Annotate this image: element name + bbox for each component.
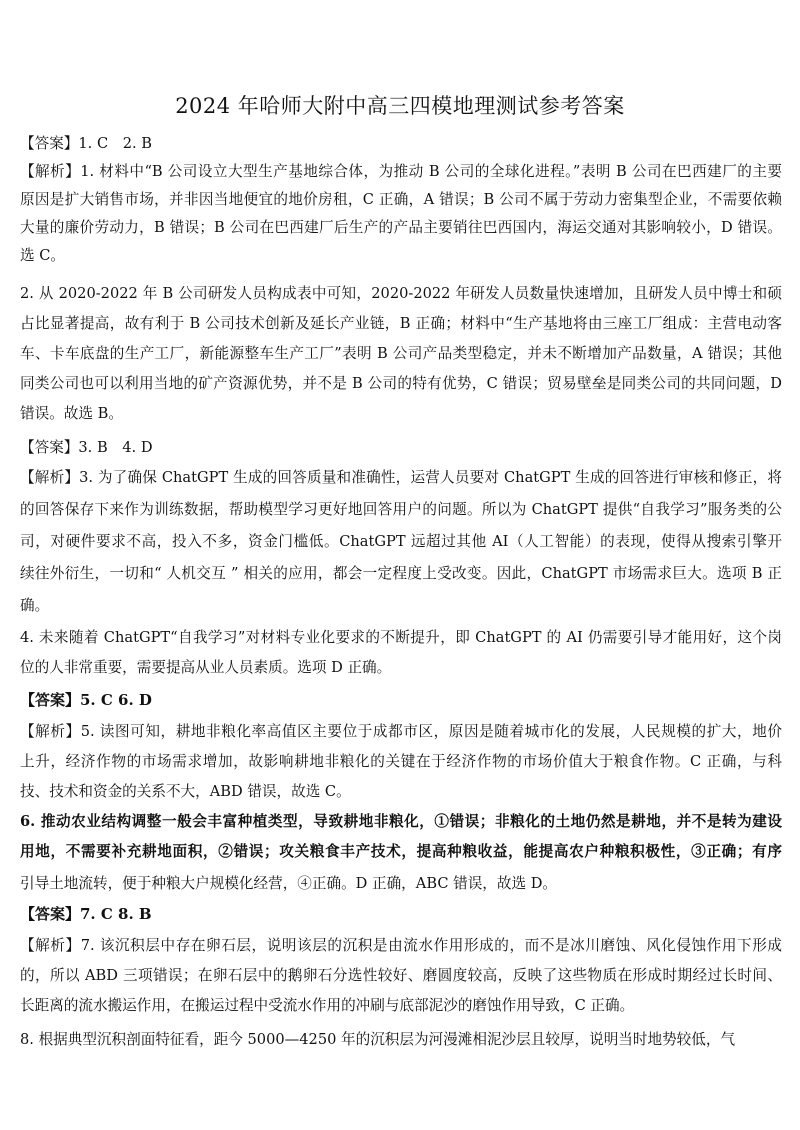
page-title: 2024 年哈师大附中高三四模地理测试参考答案 (175, 94, 625, 118)
analysis-line: 【解析】5. 读图可知，耕地非粮化率高值区主要位于成都市区，原因是随着城市化的发展，人民规模的扩大，地价 (20, 723, 782, 740)
analysis-line: 续往外衍生，一切和“ 人机交互 ” 相关的应用，都会一定程度上受改变。因此，ChatGPT 市场需求巨大。选项 B 正 (20, 565, 782, 582)
analysis-line: 8. 根据典型沉积剖面特征看，距今 5000—4250 年的沉积层为河漫滩相泥沙层且较厚，说明当时地势较低，气 (20, 1031, 736, 1048)
analysis-line: 长距离的流水搬运作用，在搬运过程中受流水作用的冲刷与底部泥沙的磨蚀作用导致，C 正确。 (20, 997, 635, 1014)
analysis-line: 【解析】3. 为了确保 ChatGPT 生成的回答质量和准确性，运营人员要对 ChatGPT 生成的回答进行审核和修正，将 (20, 469, 782, 486)
analysis-line: 司，对硬件要求不高，投入不多，资金门槛低。ChatGPT 远超过其他 AI（人工智能）的表现，使得从搜索引擎开 (20, 533, 782, 550)
analysis-line: 确。 (20, 597, 50, 614)
analysis-line: 的回答保存下来作为训练数据，帮助模型学习更好地回答用户的问题。所以为 ChatGPT 提供“自我学习”服务类的公 (20, 501, 782, 518)
analysis-line: 6. 推动农业结构调整一般会丰富种植类型，导致耕地非粮化，①错误；非粮化的土地仍然是耕地，并不是转为建设 (20, 813, 782, 830)
analysis-line: 同类公司也可以利用当地的矿产资源优势，并不是 B 公司的特有优势，C 错误；贸易壁垒是同类公司的共同问题，D (20, 375, 782, 392)
analysis-line: 用地，不需要补充耕地面积，②错误；攻关粮食丰产技术，提高种粮收益，能提高农户种粮积极性，③正确；有序 (20, 843, 782, 860)
answer-header-5-6: 【答案】5. C 6. D (20, 691, 152, 709)
analysis-line: 上升，经济作物的市场需求增加，故影响耕地非粮化的关键在于经济作物的市场价值大于粮食作物。C 正确，与科 (20, 753, 782, 770)
analysis-line: 4. 未来随着 ChatGPT“自我学习”对材料专业化要求的不断提升，即 ChatGPT 的 AI 仍需要引导才能用好，这个岗 (20, 629, 782, 646)
answer-header-3-4: 【答案】3. B 4. D (20, 439, 153, 456)
answer-header-7-8: 【答案】7. C 8. B (20, 905, 152, 923)
analysis-line: 【解析】7. 该沉积层中存在卵石层，说明该层的沉积是由流水作用形成的，而不是冰川磨蚀、风化侵蚀作用下形成 (20, 937, 782, 954)
analysis-line: 技、技术和资金的关系不大，ABD 错误，故选 C。 (20, 783, 351, 800)
analysis-line: 的，所以 ABD 三项错误；在卵石层中的鹅卵石分选性较好、磨圆度较高，反映了这些物质在形成时期经过长时间、 (20, 967, 782, 984)
analysis-line: 错误。故选 B。 (20, 405, 123, 422)
analysis-line: 车、卡车底盘的生产工厂，新能源整车生产工厂”表明 B 公司产品类型稳定，并未不断增加产品数量，A 错误；其他 (20, 345, 782, 362)
analysis-line: 引导土地流转，便于种粮大户规模化经营，④正确。D 正确，ABC 错误，故选 D。 (20, 875, 558, 892)
analysis-line: 位的人非常重要，需要提高从业人员素质。选项 D 正确。 (20, 659, 392, 676)
analysis-line: 2. 从 2020-2022 年 B 公司研发人员构成表中可知，2020-2022 年研发人员数量快速增加，且研发人员中博士和硕 (20, 285, 782, 302)
answer-header-1-2: 【答案】1. C 2. B (20, 135, 152, 152)
analysis-line: 占比显著提高，故有利于 B 公司技术创新及延长产业链，B 正确；材料中“生产基地将由三座工厂组成：主营电动客 (20, 315, 782, 332)
analysis-line: 大量的廉价劳动力，B 错误；B 公司在巴西建厂后生产的产品主要销往巴西国内，海运交通对其影响较小，D 错误。 (20, 219, 782, 236)
analysis-line: 原因是扩大销售市场，并非因当地便宜的地价房租，C 正确，A 错误；B 公司不属于劳动力密集型企业，不需要依赖 (20, 191, 782, 208)
analysis-line: 【解析】1. 材料中“B 公司设立大型生产基地综合体，为推动 B 公司的全球化进程。”表明 B 公司在巴西建厂的主要 (20, 163, 782, 180)
analysis-line: 选 C。 (20, 247, 65, 264)
